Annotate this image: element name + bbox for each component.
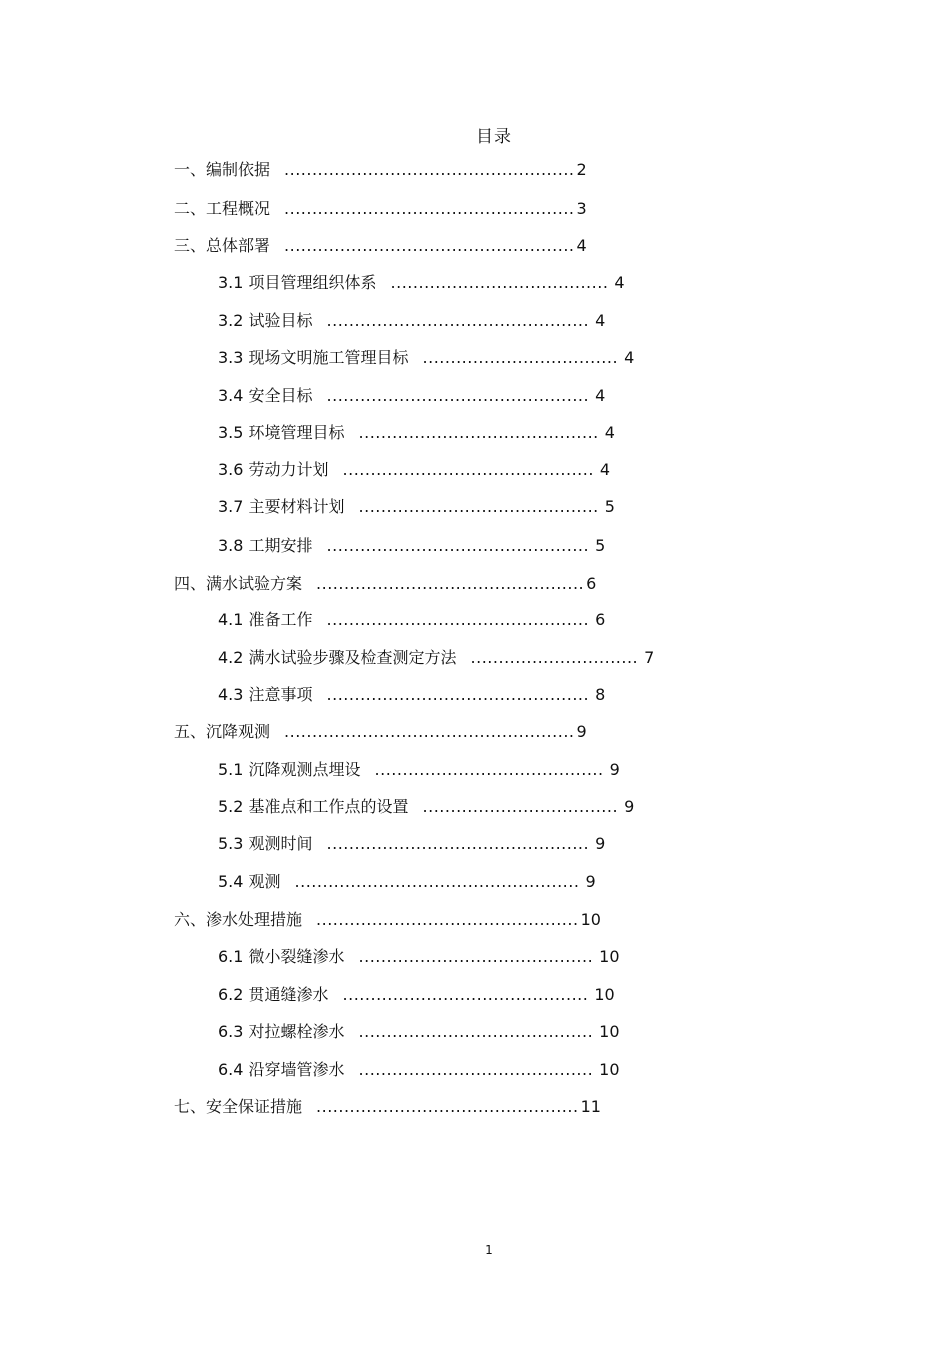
toc-leader-dots: ....................................................	[284, 236, 575, 255]
toc-page-number: 7	[644, 648, 655, 667]
toc-page-number: 2	[576, 160, 587, 179]
toc-leader-dots: ...............................................	[316, 1097, 579, 1116]
toc-entry[interactable]	[218, 1022, 620, 1042]
toc-entry[interactable]	[218, 273, 625, 293]
toc-leader-dots: .............................................	[342, 460, 594, 479]
toc-label: 6.4 沿穿墙管渗水	[218, 1060, 345, 1079]
toc-page-number: 9	[624, 797, 635, 816]
toc-leader-dots: .......................................	[390, 273, 609, 292]
toc-label: 5.1 沉降观测点埋设	[218, 760, 361, 779]
toc-label: 4.3 注意事项	[218, 685, 313, 704]
toc-page-number: 10	[599, 947, 620, 966]
toc-page-number: 4	[624, 348, 635, 367]
toc-leader-dots: .........................................	[374, 760, 604, 779]
toc-label: 3.3 现场文明施工管理目标	[218, 348, 409, 367]
toc-entry[interactable]	[218, 348, 634, 368]
toc-page-number: 9	[576, 722, 587, 741]
toc-leader-dots: ...................................	[422, 348, 619, 367]
toc-page-number: 6	[586, 574, 597, 593]
toc-label: 3.7 主要材料计划	[218, 497, 345, 516]
toc-leader-dots: ...................................................	[294, 872, 580, 891]
toc-label: 5.4 观测	[218, 872, 281, 891]
toc-entry[interactable]	[174, 199, 587, 219]
toc-label: 3.6 劳动力计划	[218, 460, 329, 479]
toc-leader-dots: ...............................................	[316, 910, 579, 929]
toc-page-number: 4	[576, 236, 587, 255]
toc-label: 6.1 微小裂缝渗水	[218, 947, 345, 966]
toc-entry[interactable]	[218, 947, 620, 967]
toc-entry[interactable]	[174, 160, 587, 180]
toc-entry[interactable]	[218, 497, 615, 517]
toc-leader-dots: ...........................................	[358, 497, 599, 516]
toc-label: 七、安全保证措施	[174, 1097, 303, 1116]
toc-page-number: 10	[580, 910, 601, 929]
toc-page-number: 3	[576, 199, 587, 218]
toc-label: 三、总体部署	[174, 236, 271, 255]
toc-entry[interactable]	[174, 722, 587, 742]
toc-entry[interactable]	[174, 910, 601, 930]
toc-label: 5.3 观测时间	[218, 834, 313, 853]
toc-leader-dots: ..........................................	[358, 947, 594, 966]
toc-leader-dots: ...................................	[422, 797, 619, 816]
toc-entry[interactable]	[218, 610, 605, 630]
toc-leader-dots: ...............................................	[326, 386, 590, 405]
toc-page-number: 5	[595, 536, 606, 555]
toc-label: 3.1 项目管理组织体系	[218, 273, 377, 292]
toc-label: 3.2 试验目标	[218, 311, 313, 330]
toc-page-number: 10	[594, 985, 615, 1004]
toc-leader-dots: ...............................................	[326, 685, 590, 704]
toc-leader-dots: ..........................................	[358, 1022, 594, 1041]
toc-label: 4.2 满水试验步骤及检查测定方法	[218, 648, 457, 667]
toc-label: 3.4 安全目标	[218, 386, 313, 405]
toc-entry[interactable]	[218, 386, 605, 406]
toc-leader-dots: ...............................................	[326, 834, 590, 853]
toc-entry[interactable]	[218, 536, 605, 556]
toc-leader-dots: ................................................	[316, 574, 585, 593]
toc-page-number: 5	[604, 497, 615, 516]
toc-label: 6.3 对拉螺栓渗水	[218, 1022, 345, 1041]
toc-label: 二、工程概况	[174, 199, 271, 218]
toc-page-number: 4	[595, 386, 606, 405]
toc-entry[interactable]	[218, 760, 620, 780]
page-title: 目录	[476, 127, 512, 147]
toc-entry[interactable]	[218, 797, 634, 817]
toc-page-number: 10	[599, 1022, 620, 1041]
toc-entry[interactable]	[218, 872, 596, 892]
toc-leader-dots: ...........................................	[358, 423, 599, 442]
toc-leader-dots: ....................................................	[284, 160, 575, 179]
toc-entry[interactable]	[174, 1097, 601, 1117]
toc-entry[interactable]	[218, 685, 605, 705]
toc-label: 一、编制依据	[174, 160, 271, 179]
toc-leader-dots: ..............................	[470, 648, 639, 667]
toc-page-number: 9	[585, 872, 596, 891]
toc-page-number: 11	[580, 1097, 601, 1116]
toc-page-number: 4	[604, 423, 615, 442]
toc-page-number: 9	[609, 760, 620, 779]
toc-entry[interactable]	[174, 574, 596, 594]
toc-entry[interactable]	[218, 985, 615, 1005]
toc-leader-dots: ...............................................	[326, 311, 590, 330]
toc-page-number: 8	[595, 685, 606, 704]
toc-page-number: 10	[599, 1060, 620, 1079]
toc-label: 五、沉降观测	[174, 722, 271, 741]
toc-entry[interactable]	[218, 311, 605, 331]
toc-label: 3.8 工期安排	[218, 536, 313, 555]
toc-entry[interactable]	[218, 834, 605, 854]
toc-leader-dots: ..........................................	[358, 1060, 594, 1079]
toc-entry[interactable]	[218, 648, 654, 668]
toc-label: 3.5 环境管理目标	[218, 423, 345, 442]
toc-entry[interactable]	[218, 460, 610, 480]
toc-page-number: 4	[595, 311, 606, 330]
toc-page-number: 4	[614, 273, 625, 292]
toc-page-number: 9	[595, 834, 606, 853]
toc-label: 6.2 贯通缝渗水	[218, 985, 329, 1004]
page-number: 1	[485, 1243, 493, 1257]
toc-page-number: 6	[595, 610, 606, 629]
toc-entry[interactable]	[174, 236, 587, 256]
toc-label: 5.2 基准点和工作点的设置	[218, 797, 409, 816]
toc-leader-dots: ...............................................	[326, 610, 590, 629]
toc-entry[interactable]	[218, 423, 615, 443]
toc-leader-dots: ............................................	[342, 985, 589, 1004]
toc-leader-dots: ....................................................	[284, 199, 575, 218]
toc-label: 六、渗水处理措施	[174, 910, 303, 929]
toc-leader-dots: ....................................................	[284, 722, 575, 741]
toc-label: 四、满水试验方案	[174, 574, 303, 593]
toc-entry[interactable]	[218, 1060, 620, 1080]
toc-leader-dots: ...............................................	[326, 536, 590, 555]
toc-label: 4.1 准备工作	[218, 610, 313, 629]
toc-page-number: 4	[599, 460, 611, 479]
